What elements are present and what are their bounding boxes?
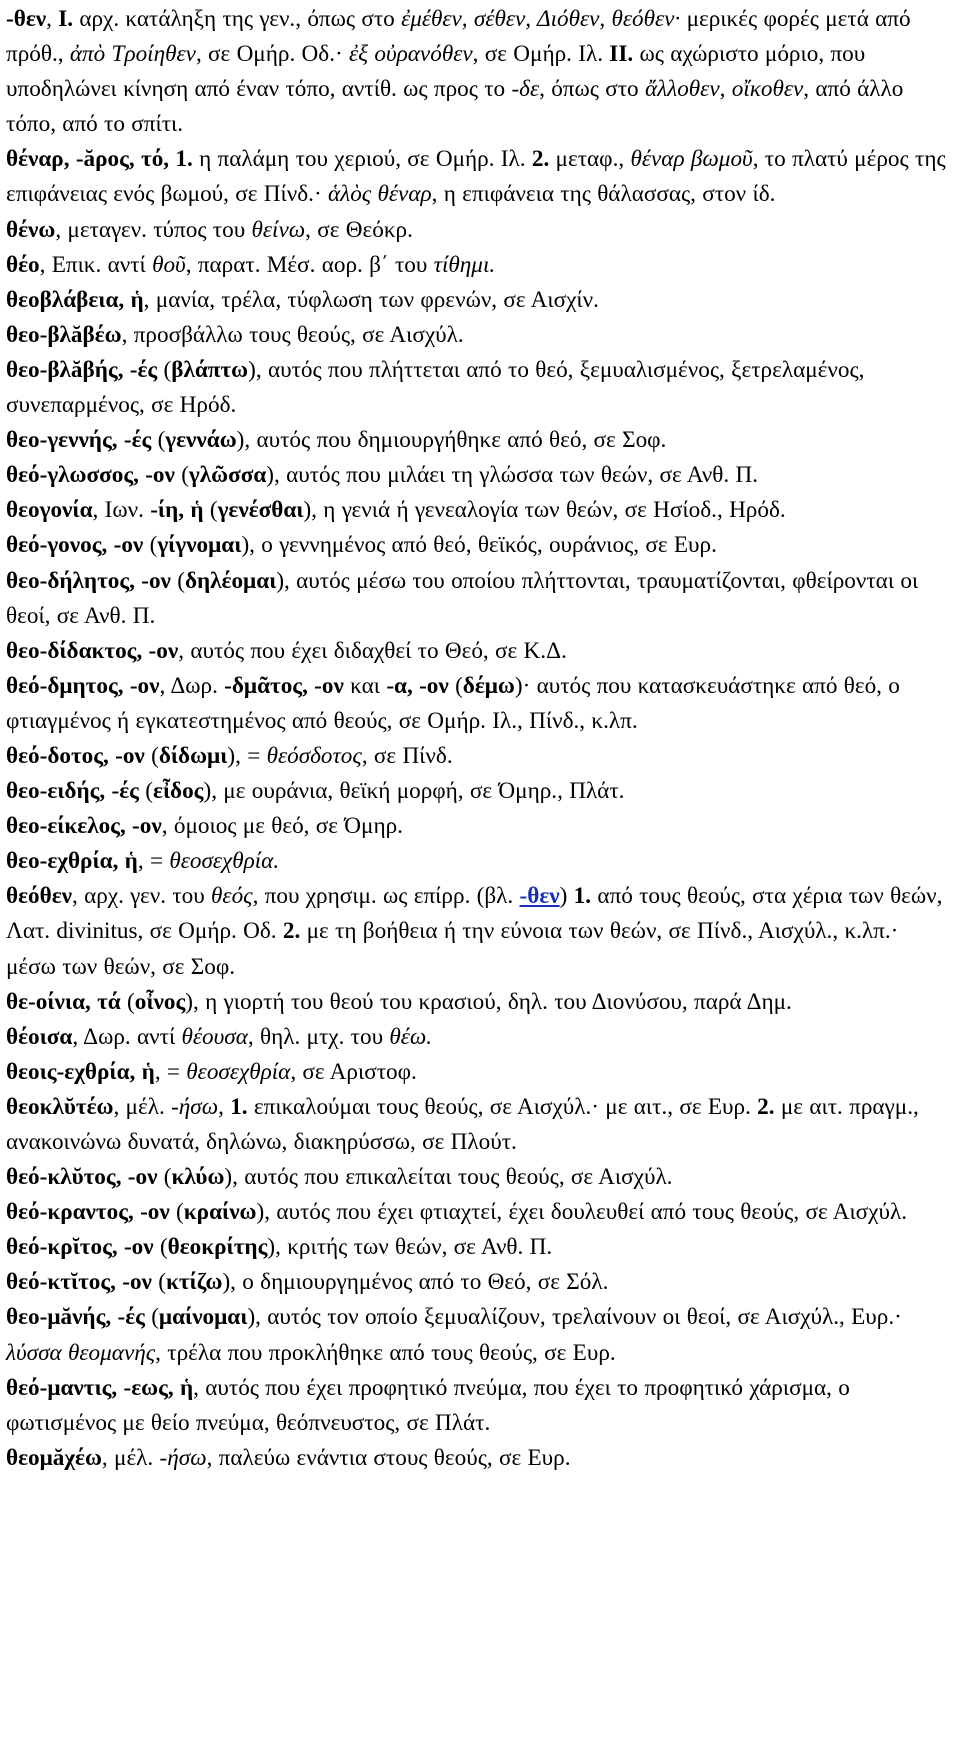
- headword-bold-text: θεο-είκελος, -ον: [6, 813, 162, 840]
- italic-text: ἄλλοθεν, οἴκοθεν: [644, 76, 804, 103]
- dictionary-entry: [6, 458, 954, 493]
- dictionary-entry: [6, 493, 954, 528]
- headword-bold-text: θέοισα: [6, 1023, 73, 1050]
- headword-bold-text: II.: [609, 41, 634, 68]
- entry-text: , μανία, τρέλα, τύφλωση των φρενών, σε Αισχίν.: [143, 286, 599, 313]
- headword-bold-text: θεό-γλωσσος, -ον: [6, 462, 175, 489]
- dictionary-entry: [6, 248, 954, 283]
- entry-text: μεταφ.,: [549, 146, 631, 173]
- entry-text: επικαλούμαι τους θεούς, σε Αισχύλ.· με αιτ., σε Ευρ.: [247, 1093, 758, 1120]
- dictionary-entry: [6, 1265, 954, 1300]
- dictionary-entry: [6, 739, 954, 774]
- entry-text: (: [170, 567, 185, 594]
- entry-text: (: [151, 1269, 166, 1296]
- dictionary-entry: [6, 1441, 954, 1476]
- entry-text: ), η γενιά ή γενεαλογία των θεών, σε Ησίοδ., Ηρόδ.: [303, 497, 786, 524]
- headword-bold-text: οἶνος: [134, 988, 186, 1015]
- entry-text: (: [448, 672, 463, 699]
- italic-text: τίθημι.: [433, 251, 496, 278]
- dictionary-entry: [6, 423, 954, 458]
- italic-text: θέουσα: [181, 1023, 248, 1050]
- headword-bold-text: εἶδος: [152, 778, 204, 805]
- italic-text: θείνω: [251, 216, 306, 243]
- entry-text: , =: [154, 1058, 187, 1085]
- entry-text: με τη βοήθεια ή την εύνοια των θεών, σε Πίνδ., Αισχύλ., κ.λπ.· μέσω των θεών, σε Σοφ.: [6, 918, 899, 980]
- italic-text: ἐμέθεν, σέθεν, Διόθεν, θεόθεν·: [401, 6, 681, 32]
- headword-bold-text: γενέσθαι: [217, 497, 304, 524]
- headword-bold-text: γεννάω: [165, 427, 237, 454]
- dictionary-entry: [6, 318, 954, 353]
- dictionary-entry: [6, 1090, 954, 1160]
- headword-bold-text: θε-οίνια, τά: [6, 988, 121, 1015]
- headword-bold-text: θεο-δίδακτος, -ον: [6, 637, 179, 664]
- entry-text: , μέλ.: [101, 1444, 160, 1471]
- headword-bold-text: θεό-γονος, -ον: [6, 532, 144, 559]
- italic-text: θεοσεχθρία: [186, 1058, 291, 1085]
- entry-text: μερικές φορές μετά από πρόθ.,: [6, 6, 911, 68]
- entry-text: (: [157, 1164, 172, 1191]
- entry-text: (: [138, 778, 153, 805]
- entry-text: ), ο δημιουργημένος από το Θεό, σε Σόλ.: [222, 1269, 609, 1296]
- headword-bold-text: θεομăχέω: [6, 1444, 102, 1471]
- entry-text: , όμοιος με θεό, σε Όμηρ.: [161, 813, 403, 840]
- headword-bold-text: θεό-δμητος, -ον: [6, 672, 160, 699]
- entry-text: ), κριτής των θεών, σε Ανθ. Π.: [267, 1234, 553, 1261]
- italic-text: θεοσεχθρία.: [169, 848, 280, 875]
- italic-text: ἁλὸς θέναρ: [328, 181, 432, 208]
- headword-bold-text: θεό-μαντις, -εως, ἡ: [6, 1374, 194, 1401]
- headword-bold-text: θεογονία: [6, 497, 93, 524]
- entry-text: αρχ. κατάληξη της γεν., όπως στο: [73, 6, 402, 32]
- entry-text: , Ιων.: [92, 497, 151, 524]
- dictionary-entry: [6, 1195, 954, 1230]
- headword-bold-text: θέναρ, -ăρος, τό, 1.: [6, 146, 193, 173]
- headword-bold-text: θεόθεν: [6, 883, 72, 910]
- entry-text: ), αυτός που πλήττεται από το θεό, ξεμυαλισμένος, ξετρελαμένος, συνεπαρμένος, σε Ηρόδ.: [6, 356, 865, 419]
- entry-text: , θηλ. μτχ. του: [247, 1023, 390, 1050]
- entry-text: , Δωρ.: [159, 672, 225, 699]
- entry-text: με αιτ. πραγμ., ανακοινώνω δυνατά, δηλώνω, διακηρύσσω, σε Πλούτ.: [6, 1093, 919, 1155]
- headword-bold-text: θεό-κρῐτος, -ον: [6, 1234, 154, 1261]
- dictionary-entry: [6, 1020, 954, 1055]
- headword-bold-text: -ίη, ἡ: [150, 497, 204, 524]
- headword-bold-text: γλῶσσα: [188, 462, 267, 489]
- headword-bold-text: δηλέομαι: [184, 567, 277, 594]
- entry-text: (: [169, 1199, 184, 1226]
- headword-bold-text: γίγνομαι: [157, 532, 242, 559]
- headword-bold-text: -α, -ον: [386, 672, 449, 699]
- entry-text: ), αυτός που μιλάει τη γλώσσα των θεών, σε Ανθ. Π.: [266, 462, 759, 489]
- dictionary-entry: [6, 528, 954, 563]
- dictionary-entry: [6, 879, 954, 984]
- entry-text: (: [203, 497, 218, 524]
- italic-text: ἐξ οὐρανόθεν: [349, 41, 473, 68]
- headword-bold-text: θεο-εχθρία, ἡ: [6, 848, 138, 875]
- entry-text: , παρατ. Μέσ. αορ. β΄ του: [185, 251, 434, 278]
- dictionary-entry: [6, 774, 954, 809]
- entry-text: ,: [218, 1093, 231, 1120]
- headword-bold-text: θεοκλῠτέω: [6, 1093, 114, 1120]
- entry-text: (: [153, 1234, 168, 1261]
- entry-text: , =: [137, 848, 170, 875]
- entry-text: , αυτός που έχει διδαχθεί το Θεό, σε Κ.Δ.: [178, 637, 567, 664]
- entry-text: , σε Ομήρ. Ιλ.: [472, 41, 610, 68]
- headword-bold-text: θεο-μăνής, -ές: [6, 1304, 145, 1331]
- italic-text: θέω.: [389, 1023, 433, 1050]
- entry-text: , Επικ. αντί: [39, 251, 153, 278]
- headword-bold-text: θεο-γεννής, -ές: [6, 427, 152, 454]
- entry-text: ), αυτός που έχει φτιαχτεί, έχει δουλευθεί από τους θεούς, σε Αισχύλ.: [256, 1199, 907, 1226]
- entry-text: , τρέλα που προκλήθηκε από τους θεούς, σε Ευρ.: [155, 1339, 616, 1366]
- entry-text: η παλάμη του χεριού, σε Ομήρ. Ιλ.: [192, 146, 532, 173]
- headword-bold-text: κλύω: [171, 1164, 225, 1191]
- entry-text: , το πλατύ μέρος της επιφάνειας ενός βωμού, σε Πίνδ.·: [6, 146, 946, 208]
- entry-text: και: [343, 672, 387, 699]
- dictionary-entry: [6, 213, 954, 248]
- entry-text: ), αυτός τον οποίο ξεμυαλίζουν, τρελαίνουν οι θεοί, σε Αισχύλ., Ευρ.·: [247, 1304, 902, 1331]
- dictionary-entry: [6, 1055, 954, 1090]
- entry-text: ): [559, 883, 574, 910]
- dictionary-entry: [6, 1371, 954, 1441]
- entry-text: , αυτός που έχει προφητικό πνεύμα, που έχει το προφητικό χάρισμα, ο φωτισμένος με θείο πνεύμα, θεόπνευστος, σε Πλάτ.: [6, 1374, 850, 1436]
- entry-text: (: [144, 742, 159, 769]
- entry-text: ως αχώριστο μόριο, που υποδηλώνει κίνηση από έναν τόπο, αντίθ. ως προς το: [6, 41, 866, 103]
- headword-bold-text: 2.: [531, 146, 550, 173]
- headword-bold-text: θεο-δήλητος, -ον: [6, 567, 171, 594]
- headword-bold-text: -δμᾶτος, -ον: [224, 672, 344, 699]
- entry-text: , όπως στο: [539, 76, 645, 103]
- entry-text: ,: [46, 6, 59, 32]
- entry-text: ), η γιορτή του θεού του κρασιού, δηλ. του Διονύσου, παρά Δημ.: [185, 988, 792, 1015]
- entry-text: , σε Ομήρ. Οδ.·: [195, 41, 350, 68]
- italic-text: -ήσω: [159, 1444, 207, 1471]
- entry-text: , που χρησιμ. ως επίρρ. (βλ.: [252, 883, 520, 910]
- entry-text: , προσβάλλω τους θεούς, σε Αισχύλ.: [121, 321, 464, 348]
- entry-text: (: [151, 427, 166, 454]
- entry-text: (: [174, 462, 189, 489]
- entry-text: )· αυτός που κατασκευάστηκε από θεό, ο φτιαγμένος ή εγκατεστημένος από θεούς, σε Ομήρ. Ιλ., Πίνδ., κ.λπ.: [6, 672, 900, 734]
- entry-text: (: [120, 988, 135, 1015]
- italic-text: θεόσδοτος: [266, 742, 362, 769]
- entry-text: , σε Πίνδ.: [361, 742, 453, 769]
- dictionary-entry: [6, 669, 954, 739]
- dictionary-entry: [6, 564, 954, 634]
- entry-text: , Δωρ. αντί: [72, 1023, 182, 1050]
- italic-text: -δε: [511, 76, 540, 103]
- italic-text: ἀπὸ Τροίηθεν: [69, 41, 196, 68]
- entry-text: , παλεύω ενάντια στους θεούς, σε Ευρ.: [206, 1444, 571, 1471]
- entry-text: , μεταγεν. τύπος του: [55, 216, 252, 243]
- headword-bold-text: δίδωμι: [158, 742, 228, 769]
- headword-bold-text: θεοκρίτης: [167, 1234, 268, 1261]
- entry-text: από τους θεούς, στα χέρια των θεών, Λατ. divinitus, σε Ομήρ. Οδ.: [6, 883, 943, 945]
- dictionary-entry: [6, 1300, 954, 1370]
- headword-bold-text: θεό-κτῐτος, -ον: [6, 1269, 152, 1296]
- headword-bold-text: βλάπτω: [171, 356, 249, 383]
- headword-bold-text: -θεν: [6, 6, 47, 32]
- dictionary-entry: [6, 844, 954, 879]
- headword-bold-text: δέμω: [462, 672, 515, 699]
- italic-text: θέναρ βωμοῦ: [630, 146, 753, 173]
- dictionary-entry: [6, 283, 954, 318]
- italic-text: θεός: [211, 883, 253, 910]
- entry-text: , η επιφάνεια της θάλασσας, στον ίδ.: [431, 181, 776, 208]
- dictionary-entry: [6, 1230, 954, 1265]
- entry-text: (: [157, 356, 172, 383]
- headword-bold-text: κτίζω: [165, 1269, 223, 1296]
- headword-bold-text: θεο-ειδής, -ές: [6, 778, 139, 805]
- dictionary-entry: [6, 1160, 954, 1195]
- headword-bold-text: θεο-βλăβέω: [6, 321, 122, 348]
- entry-text: , αρχ. γεν. του: [71, 883, 212, 910]
- headword-bold-text: θεοβλάβεια, ἡ: [6, 286, 144, 313]
- headword-bold-text: κραίνω: [183, 1199, 257, 1226]
- dictionary-entry: [6, 809, 954, 844]
- dictionary-entry: [6, 985, 954, 1020]
- cross-reference-link[interactable]: -θεν: [519, 883, 560, 910]
- entry-text: ), αυτός που επικαλείται τους θεούς, σε Αισχύλ.: [224, 1164, 673, 1191]
- dictionary-entry: [6, 634, 954, 669]
- entry-text: (: [144, 1304, 159, 1331]
- headword-bold-text: θεό-δοτος, -ον: [6, 742, 145, 769]
- headword-bold-text: θεό-κραντος, -ον: [6, 1199, 170, 1226]
- entry-text: , από άλλο τόπο, από το σπίτι.: [6, 76, 904, 138]
- italic-text: θοῦ: [152, 251, 186, 278]
- entry-text: , σε Θεόκρ.: [305, 216, 413, 243]
- headword-bold-text: 2.: [282, 918, 301, 945]
- entry-text: ), αυτός που δημιουργήθηκε από θεό, σε Σοφ.: [236, 427, 667, 454]
- headword-bold-text: 2.: [757, 1093, 775, 1120]
- headword-bold-text: I.: [58, 6, 74, 32]
- headword-bold-text: 1.: [573, 883, 592, 910]
- entry-text: (: [143, 532, 158, 559]
- entry-text: ), με ουράνια, θεϊκή μορφή, σε Όμηρ., Πλάτ.: [203, 778, 625, 805]
- italic-text: -ήσω: [171, 1093, 219, 1120]
- entry-text: ), αυτός μέσω του οποίου πλήττονται, τραυματίζονται, φθείρονται οι θεοί, σε Ανθ. Π.: [6, 567, 919, 629]
- entry-text: ), ο γεννημένος από θεό, θεϊκός, ουράνιος, σε Ευρ.: [241, 532, 717, 559]
- headword-bold-text: θεοις-εχθρία, ἡ: [6, 1058, 155, 1085]
- headword-bold-text: θεό-κλῠτος, -ον: [6, 1164, 158, 1191]
- italic-text: λύσσα θεομανής: [6, 1339, 156, 1366]
- headword-bold-text: θένω: [6, 216, 56, 243]
- headword-bold-text: 1.: [230, 1093, 248, 1120]
- headword-bold-text: θεο-βλăβής, -ές: [6, 356, 158, 383]
- entry-text: , μέλ.: [113, 1093, 172, 1120]
- entry-text: ), =: [227, 742, 267, 769]
- entry-text: , σε Αριστοφ.: [290, 1058, 417, 1085]
- dictionary-entry: [6, 142, 954, 212]
- headword-bold-text: μαίνομαι: [158, 1304, 248, 1331]
- dictionary-entry: [6, 2, 954, 142]
- dictionary-entry: [6, 353, 954, 423]
- headword-bold-text: θέο: [6, 251, 40, 278]
